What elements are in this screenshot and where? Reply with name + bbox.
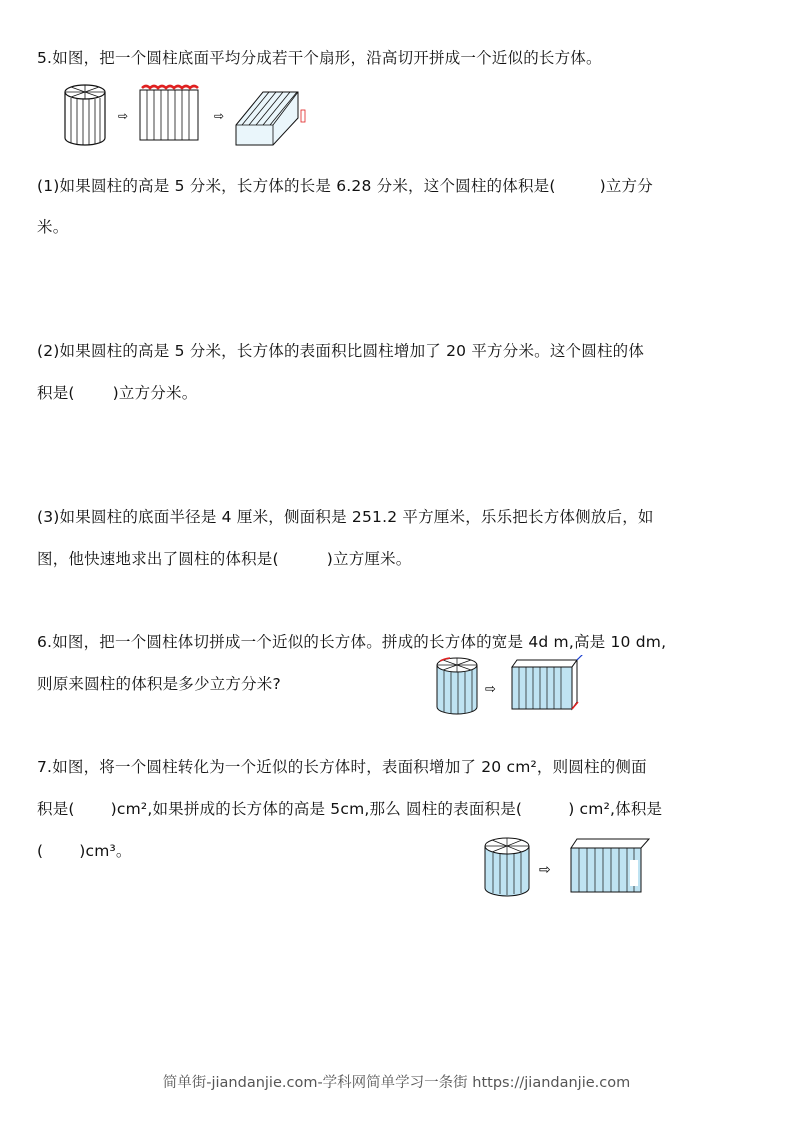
q5-part2-line2: 积是( )立方分米。 [37, 384, 198, 402]
cylinder-blue-icon [485, 838, 529, 896]
rectangular-prism-icon [236, 92, 305, 145]
cylinder-sectors-icon [65, 85, 105, 145]
arrow-right-icon: ⇨ [214, 109, 225, 123]
q5-part3-line2: 图，他快速地求出了圆柱的体积是( )立方厘米。 [37, 550, 412, 568]
q5-part1-line1: (1)如果圆柱的高是 5 分米，长方体的长是 6.28 分米，这个圆柱的体积是( )立方分 [37, 177, 653, 195]
prism-blue-icon [571, 839, 649, 892]
q5-figure [58, 80, 318, 150]
arrow-right-icon: ⇨ [539, 862, 551, 878]
q5-part3-line1: (3)如果圆柱的底面半径是 4 厘米，侧面积是 251.2 平方厘米，乐乐把长方体侧放后，如 [37, 508, 654, 526]
q6-line1: 6.如图，把一个圆柱体切拼成一个近似的长方体。拼成的长方体的宽是 4d m,高是 10 dm, [37, 633, 667, 651]
cut-pieces-icon [140, 86, 198, 140]
q7-line2: 积是( )cm²,如果拼成的长方体的高是 5cm,那么 圆柱的表面积是( ) cm²,体积是 [37, 800, 663, 818]
q7-line3: ( )cm³。 [37, 842, 132, 860]
q6-line2: 则原来圆柱的体积是多少立方分米? [37, 675, 281, 693]
q5-stem: 5.如图，把一个圆柱底面平均分成若干个扇形，沿高切开拼成一个近似的长方体。 [37, 49, 602, 67]
footer-watermark: 简单街-jiandanjie.com-学科网简单学习一条街 https://jiandanjie.com [162, 1075, 631, 1091]
cylinder-blue-icon [437, 658, 477, 714]
q5-part1-line2: 米。 [37, 218, 69, 236]
arrow-right-icon: ⇨ [118, 109, 129, 123]
q6-figure [432, 655, 602, 720]
q5-part2-line1: (2)如果圆柱的高是 5 分米，长方体的表面积比圆柱增加了 20 平方分米。这个圆柱的体 [37, 342, 645, 360]
q7-line1: 7.如图，将一个圆柱转化为一个近似的长方体时，表面积增加了 20 cm²，则圆柱的侧面 [37, 758, 647, 776]
arrow-right-icon: ⇨ [485, 682, 496, 697]
q7-figure [482, 832, 662, 898]
prism-blue-icon [512, 655, 584, 709]
